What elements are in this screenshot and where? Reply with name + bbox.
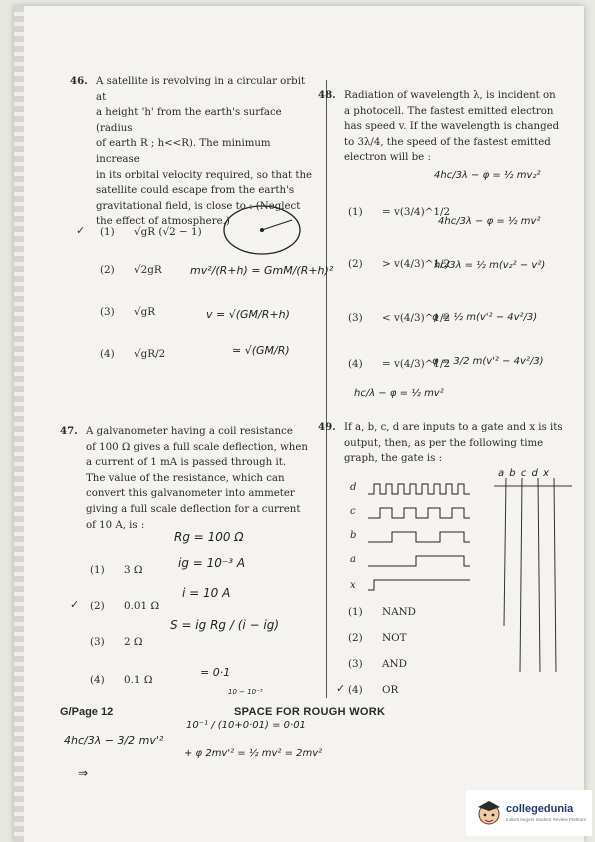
option-49-3: (3) AND	[348, 658, 407, 670]
logo-name: collegedunia	[506, 803, 574, 815]
binding-edge	[14, 6, 24, 842]
handwriting-47e: = 0·1	[200, 666, 231, 679]
orbit-sketch	[214, 202, 304, 258]
handwriting-47d: S = ig Rg / (i − ig)	[170, 618, 280, 632]
handwriting-48b: 4hc/3λ − φ = ½ mv²	[438, 216, 541, 227]
timing-graph	[366, 476, 486, 596]
question-line: graph, the gate is :	[344, 453, 443, 465]
exam-page	[14, 6, 587, 842]
column-divider	[326, 80, 327, 698]
question-line: gravitational field, is close to : (Neglect	[96, 200, 301, 212]
option-48-2: (2) > v(4/3)^1/2	[348, 258, 451, 270]
question-line: If a, b, c, d are inputs to a gate and x is its	[344, 422, 563, 433]
truth-table-header: a b c d x	[498, 468, 550, 479]
handwriting-48a: 4hc/3λ − φ = ½ mv₂²	[434, 170, 541, 181]
question-48	[318, 88, 570, 166]
wave-b	[368, 532, 470, 542]
option-47-2: (2) 0.01 Ω	[90, 600, 160, 612]
truth-table-sketch	[492, 476, 576, 676]
option-49-2: (2) NOT	[348, 632, 407, 644]
question-line: to 3λ/4, the speed of the fastest emitted	[344, 136, 551, 148]
rough-work-4: ⇒	[78, 766, 89, 780]
question-line: satellite could escape from the earth's	[96, 185, 295, 197]
question-line: has speed v. If the wavelength is changed	[344, 121, 560, 133]
wave-label-c: c	[350, 506, 356, 517]
logo-tagline: India's largest Student Review Platform	[506, 817, 587, 822]
option-47-3: (3) 2 Ω	[90, 636, 143, 648]
question-number: 47.	[60, 425, 78, 437]
rough-work-heading: SPACE FOR ROUGH WORK	[234, 706, 386, 718]
option-46-2: (2) √2gR	[100, 264, 162, 276]
question-line: output, then, as per the following time	[344, 437, 544, 449]
rough-work-1: 4hc/3λ − 3/2 mv'²	[64, 734, 164, 747]
wave-label-d: d	[350, 482, 357, 493]
handwriting-48e: φ = 3/2 m(v'² − 4v²/3)	[432, 356, 544, 367]
collegedunia-logo	[466, 790, 592, 836]
wave-d	[368, 484, 470, 494]
answer-mark-46: ✓	[76, 224, 86, 237]
question-line: Radiation of wavelength λ, is incident on	[344, 90, 556, 101]
option-46-4: (4) √gR/2	[100, 348, 166, 360]
rough-work-3: + φ 2mv'² = ½ mv² = 2mv²	[184, 748, 323, 759]
option-47-1: (1) 3 Ω	[90, 564, 143, 576]
option-46-3: (3) √gR	[100, 306, 156, 318]
wave-label-b: b	[350, 530, 357, 541]
question-49	[318, 420, 570, 467]
question-line: in its orbital velocity required, so that the	[96, 169, 313, 181]
question-line: A satellite is revolving in a circular orbit at	[96, 76, 306, 103]
question-line: giving a full scale deflection for a current	[86, 503, 301, 515]
question-line: the effect of atmosphere.)	[96, 216, 230, 228]
question-line: convert this galvanometer into ammeter	[86, 488, 295, 500]
mascot-icon	[474, 797, 504, 829]
page-label: G/Page 12	[60, 706, 114, 718]
question-line: a current of 1 mA is passed through it.	[86, 457, 287, 469]
option-49-1: (1) NAND	[348, 606, 417, 618]
handwriting-47a: Rg = 100 Ω	[174, 530, 244, 544]
handwriting-47c: i = 10 A	[182, 586, 231, 600]
option-48-3: (3) < v(4/3)^1/2	[348, 312, 451, 324]
option-49-4: (4) OR	[348, 684, 399, 696]
question-line: A galvanometer having a coil resistance	[86, 426, 293, 437]
option-47-4: (4) 0.1 Ω	[90, 674, 153, 686]
wave-x	[368, 580, 470, 590]
question-line: of 100 Ω gives a full scale deflection, when	[86, 441, 308, 453]
handwriting-48c: hc/3λ = ½ m(v₂² − v²)	[434, 260, 546, 271]
question-line: electron will be :	[344, 152, 431, 164]
option-48-1: (1) = v(3/4)^1/2	[348, 206, 451, 218]
handwriting-48d: φ = ½ m(v'² − 4v²/3)	[432, 312, 538, 323]
question-line: of earth R ; h<<R). The minimum increase	[96, 138, 271, 165]
question-line: a height 'h' from the earth's surface (radius	[96, 107, 282, 134]
question-line: The value of the resistance, which can	[86, 472, 285, 484]
rough-work-2: 10⁻¹ / (10+0·01) = 0·01	[186, 720, 306, 731]
handwriting-46b: v = √(GM/R+h)	[206, 308, 290, 321]
question-line: a photocell. The fastest emitted electron	[344, 105, 554, 117]
option-46-1: (1) √gR (√2 − 1)	[100, 226, 202, 238]
option-48-4: (4) = v(4/3)^1/2	[348, 358, 451, 370]
wave-label-x: x	[350, 580, 356, 591]
wave-c	[368, 508, 470, 518]
question-number: 48.	[318, 89, 336, 101]
handwriting-47b: ig = 10⁻³ A	[178, 556, 246, 570]
handwriting-46c: ≃ √(GM/R)	[232, 344, 290, 357]
handwriting-48f: hc/λ − φ = ½ mv²	[354, 388, 444, 399]
question-47	[60, 424, 316, 533]
question-line: of 10 A, is :	[86, 519, 145, 531]
answer-mark-49: ✓	[336, 682, 346, 695]
question-number: 46.	[70, 75, 88, 87]
wave-label-a: a	[350, 554, 356, 565]
answer-mark-47: ✓	[70, 598, 80, 611]
handwriting-47f: 10 − 10⁻³	[228, 688, 263, 696]
question-number: 49.	[318, 421, 336, 433]
wave-a	[368, 556, 470, 566]
handwriting-46a: mv²/(R+h) = GmM/(R+h)²	[190, 264, 334, 277]
